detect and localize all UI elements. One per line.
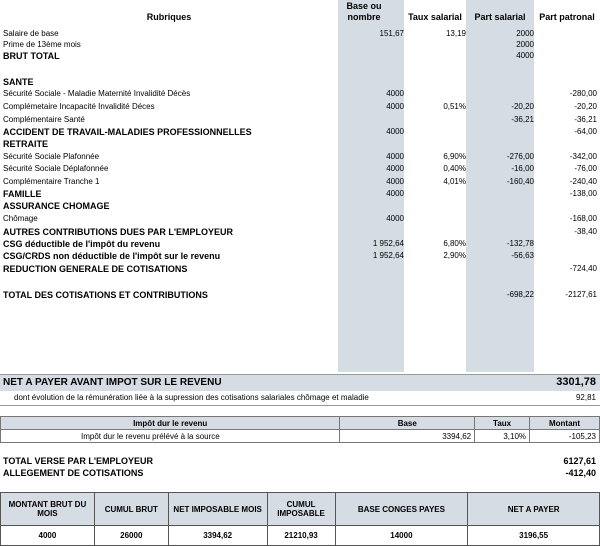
- row-label: Salaire de base: [3, 29, 59, 38]
- impot-header-label: Impôt dur le revenu: [1, 417, 340, 430]
- row-part-patronal: -240,40: [569, 177, 597, 186]
- row-label: Complémetaire Incapacité Invalidité Déces: [3, 102, 155, 111]
- row-part-patronal: -2127,61: [565, 290, 597, 299]
- row-label: AUTRES CONTRIBUTIONS DUES PAR L'EMPLOYEUR: [3, 227, 233, 237]
- row-label: ASSURANCE CHOMAGE: [3, 201, 110, 211]
- total-verse-row: [0, 455, 600, 467]
- table-row: [0, 151, 600, 163]
- row-part-patronal: -64,00: [574, 127, 597, 136]
- row-part-salarial: -698,22: [506, 290, 534, 299]
- impot-header-montant: Montant: [530, 417, 600, 430]
- allegement-value: -412,40: [565, 468, 596, 478]
- row-part-patronal: -36,21: [574, 115, 597, 124]
- row-base: 4000: [386, 214, 404, 223]
- row-label: SANTE: [3, 77, 34, 87]
- table-row: [0, 238, 600, 250]
- table-row: [0, 62, 600, 74]
- evolution-note-value: 92,81: [575, 393, 596, 402]
- row-part-salarial: 4000: [516, 51, 534, 60]
- row-label: RETRAITE: [3, 139, 48, 149]
- row-base: 4000: [386, 89, 404, 98]
- row-part-salarial: 2000: [516, 40, 534, 49]
- row-label: Sécurité Sociale Plafonnée: [3, 152, 100, 161]
- row-label: Prime de 13ème mois: [3, 40, 81, 49]
- table-row: [0, 250, 600, 262]
- row-part-salarial: -36,21: [511, 115, 534, 124]
- row-label: CSG déductible de l'impôt du revenu: [3, 239, 161, 249]
- impot-row-base: 3394,62: [340, 430, 475, 443]
- table-row: [0, 126, 600, 138]
- row-label: Complémentaire Santé: [3, 115, 85, 124]
- row-taux: 2,90%: [443, 251, 466, 260]
- row-base: 151,67: [379, 29, 404, 38]
- row-part-salarial: -132,78: [506, 239, 534, 248]
- table-row: [0, 213, 600, 225]
- summary-value-brut-mois: 4000: [1, 526, 95, 546]
- row-base: 4000: [386, 164, 404, 173]
- row-label: Chômage: [3, 214, 38, 223]
- summary-value-cumul-brut: 26000: [94, 526, 168, 546]
- row-base: 4000: [386, 127, 404, 136]
- table-row: [0, 88, 600, 100]
- row-label: FAMILLE: [3, 189, 42, 199]
- row-part-patronal: -20,20: [574, 102, 597, 111]
- header-part-salarial: Part salarial: [474, 12, 526, 22]
- row-part-patronal: -38,40: [574, 227, 597, 236]
- row-base: 1 952,64: [372, 251, 404, 260]
- row-taux: 0,51%: [443, 102, 466, 111]
- row-label: Sécurité Sociale Déplafonnée: [3, 164, 109, 173]
- row-taux: 6,80%: [443, 239, 466, 248]
- row-label: CSG/CRDS non déductible de l'impôt sur le revenu: [3, 251, 221, 261]
- row-part-salarial: -276,00: [506, 152, 534, 161]
- total-verse-value: 6127,61: [563, 456, 596, 466]
- row-part-salarial: -20,20: [511, 102, 534, 111]
- impot-header-taux: Taux: [475, 417, 530, 430]
- table-row: [0, 263, 600, 275]
- row-part-salarial: -160,40: [506, 177, 534, 186]
- row-base: 1 952,64: [372, 239, 404, 248]
- row-label: BRUT TOTAL: [3, 51, 60, 61]
- row-part-patronal: -724,40: [569, 264, 597, 273]
- net-avant-impot-label: NET A PAYER AVANT IMPOT SUR LE REVENU: [3, 377, 222, 388]
- table-row: [0, 114, 600, 126]
- impot-header-base: Base: [340, 417, 475, 430]
- summary-header-base-conges: BASE CONGES PAYES: [335, 493, 468, 526]
- table-row: [0, 200, 600, 212]
- summary-value-net-a-payer: 3196,55: [468, 526, 600, 546]
- table-row: [0, 76, 600, 88]
- row-label: Sécurité Sociale - Maladie Maternité Invalidité Décès: [3, 89, 191, 98]
- row-taux: 4,01%: [443, 177, 466, 186]
- summary-header-net-imposable: NET IMPOSABLE MOIS: [168, 493, 267, 526]
- evolution-note: [0, 391, 600, 406]
- row-part-patronal: -168,00: [569, 214, 597, 223]
- header-base: Base ou nombre: [346, 1, 382, 22]
- summary-value-net-imposable: 3394,62: [168, 526, 267, 546]
- evolution-note-label: dont évolution de la rémunération liée à la supression des cotisations salariales chômage et maladie: [14, 393, 369, 402]
- allegement-row: [0, 467, 600, 479]
- row-label: REDUCTION GENERALE DE COTISATIONS: [3, 264, 188, 274]
- row-taux: 13,19: [445, 29, 466, 38]
- row-part-salarial: 2000: [516, 29, 534, 38]
- row-base: 4000: [386, 152, 404, 161]
- table-row: [0, 226, 600, 238]
- allegement-label: ALLEGEMENT DE COTISATIONS: [3, 468, 144, 478]
- impot-row-label: Impôt dur le revenu prélévé à la source: [1, 430, 340, 443]
- impot-row-montant: -105,23: [530, 430, 600, 443]
- net-avant-impot-value: 3301,78: [556, 376, 596, 388]
- table-row: [0, 276, 600, 288]
- table-row: [0, 138, 600, 150]
- header-rubriques: Rubriques: [146, 12, 192, 22]
- row-base: 4000: [386, 189, 404, 198]
- row-taux: 6,90%: [443, 152, 466, 161]
- table-row: [0, 289, 600, 301]
- summary-value-cumul-imposable: 21210,93: [267, 526, 335, 546]
- summary-value-base-conges: 14000: [335, 526, 468, 546]
- impot-row-taux: 3,10%: [475, 430, 530, 443]
- impot-table: [0, 416, 600, 443]
- net-avant-impot-bar: [0, 374, 600, 391]
- row-part-salarial: -16,00: [511, 164, 534, 173]
- summary-header-net-a-payer: NET A PAYER: [468, 493, 600, 526]
- row-part-salarial: -56,63: [511, 251, 534, 260]
- table-row: [0, 101, 600, 113]
- row-part-patronal: -342,00: [569, 152, 597, 161]
- table-row: [0, 188, 600, 200]
- table-row: [0, 50, 600, 62]
- row-label: ACCIDENT DE TRAVAIL-MALADIES PROFESSIONNELLES: [3, 127, 252, 137]
- table-row: [0, 163, 600, 175]
- header-taux: Taux salarial: [408, 12, 462, 22]
- row-part-patronal: -138,00: [569, 189, 597, 198]
- row-taux: 0,40%: [443, 164, 466, 173]
- row-label: Complémentaire Tranche 1: [3, 177, 100, 186]
- total-verse-label: TOTAL VERSE PAR L'EMPLOYEUR: [3, 456, 153, 466]
- summary-table: [0, 492, 600, 546]
- row-part-patronal: -76,00: [574, 164, 597, 173]
- row-part-patronal: -280,00: [569, 89, 597, 98]
- header-part-patronal: Part patronal: [539, 12, 595, 22]
- summary-header-cumul-imposable: CUMUL IMPOSABLE: [267, 493, 335, 526]
- row-base: 4000: [386, 177, 404, 186]
- row-label: TOTAL DES COTISATIONS ET CONTRIBUTIONS: [3, 290, 208, 300]
- table-row: [0, 176, 600, 188]
- summary-header-brut-mois: MONTANT BRUT DU MOIS: [1, 493, 95, 526]
- summary-header-cumul-brut: CUMUL BRUT: [94, 493, 168, 526]
- row-base: 4000: [386, 102, 404, 111]
